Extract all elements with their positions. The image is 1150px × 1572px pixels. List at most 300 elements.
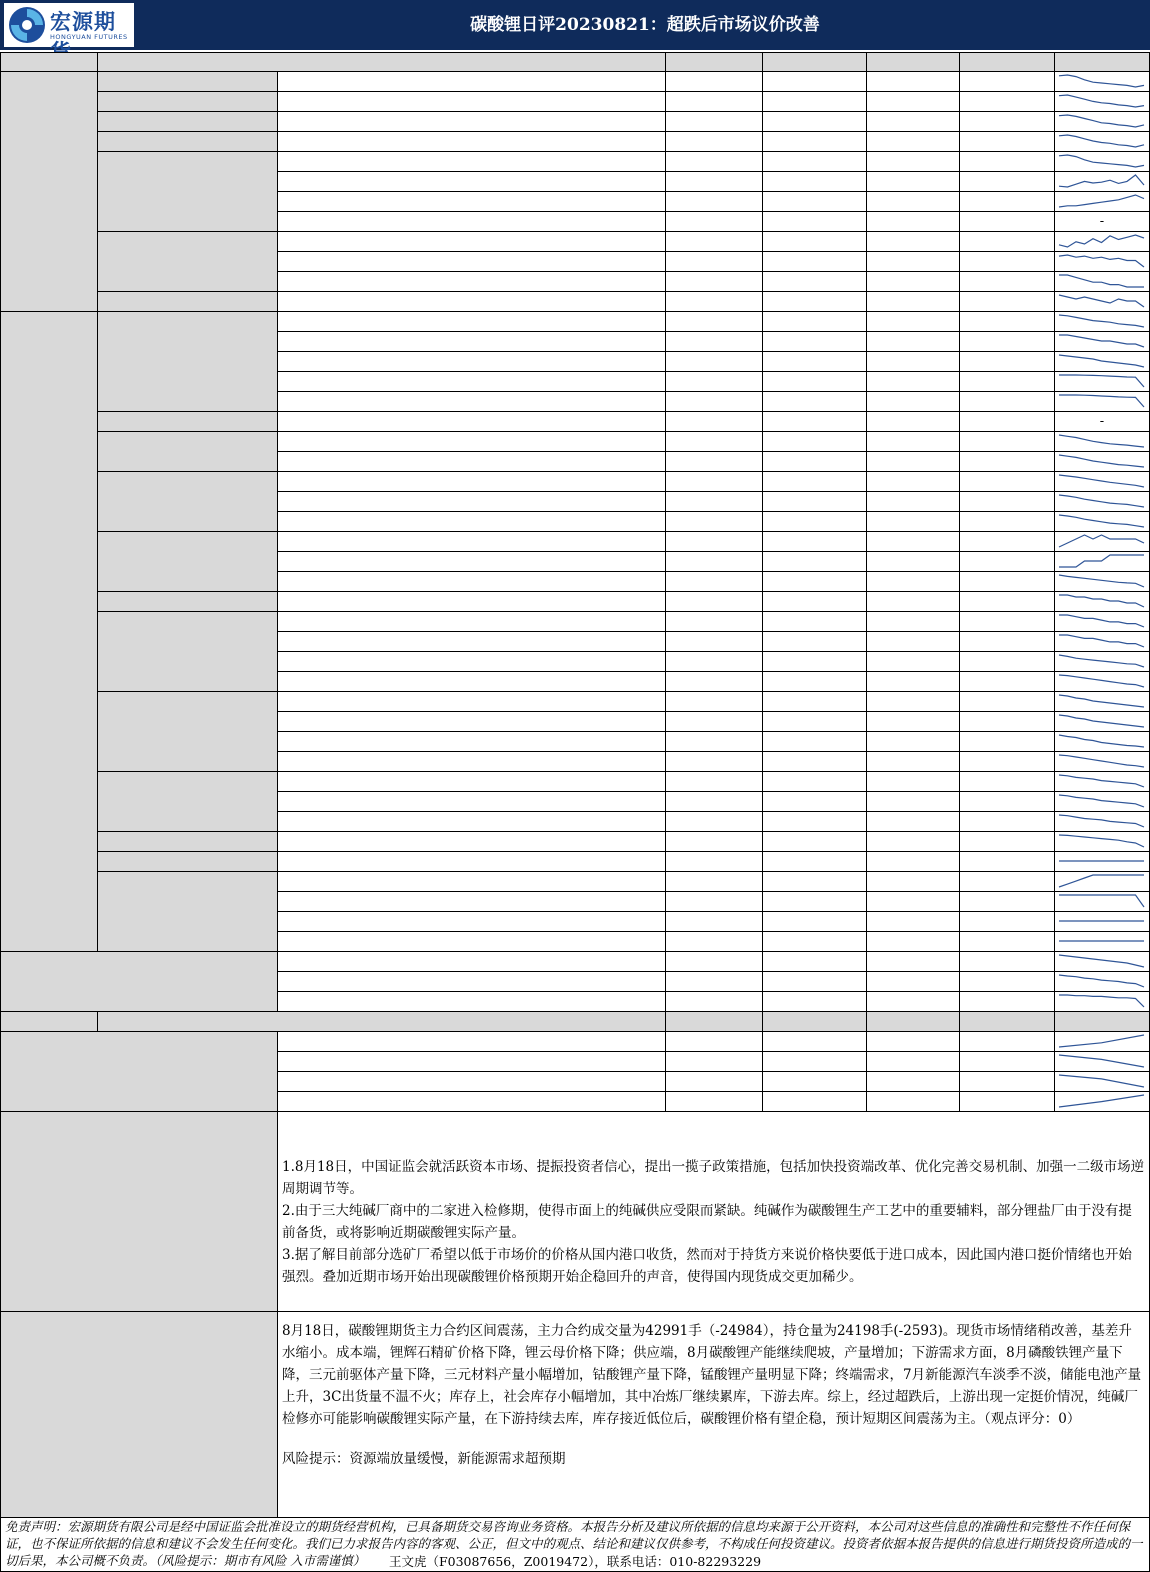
trend-sparkline (1055, 532, 1150, 552)
sub-anode (98, 852, 278, 872)
change-cell (960, 932, 1055, 952)
sparkline-svg (1055, 452, 1148, 470)
item-label (278, 752, 666, 772)
sparkline-series (1059, 1095, 1144, 1107)
sparkline-svg (1055, 972, 1148, 990)
logo-text-cn: 宏源期 (50, 10, 116, 34)
value-cell (666, 272, 763, 292)
value-cell (666, 372, 763, 392)
data-table (0, 52, 1150, 1518)
item-label (278, 492, 666, 512)
company-logo (4, 3, 134, 47)
value-cell (763, 952, 867, 972)
value-cell (666, 712, 763, 732)
header-date (867, 1012, 960, 1032)
change-cell (960, 552, 1055, 572)
trend-sparkline: - (1055, 412, 1150, 432)
value-cell (867, 152, 960, 172)
value-cell (763, 472, 867, 492)
trend-sparkline (1055, 752, 1150, 772)
value-cell (666, 732, 763, 752)
value-cell (666, 672, 763, 692)
trend-sparkline (1055, 152, 1150, 172)
value-cell (666, 172, 763, 192)
value-cell (666, 72, 763, 92)
value-cell (666, 612, 763, 632)
sparkline-svg (1055, 612, 1148, 630)
trend-sparkline (1055, 172, 1150, 192)
value-cell (666, 572, 763, 592)
sub-precursor (98, 612, 278, 692)
contract-c2 (98, 112, 278, 132)
value-cell (763, 92, 867, 112)
sparkline-series (1059, 275, 1144, 287)
sparkline-series (1059, 475, 1144, 487)
trend-sparkline (1055, 292, 1150, 312)
value-cell (867, 552, 960, 572)
item-label (278, 512, 666, 532)
value-cell (666, 772, 763, 792)
value-cell (763, 832, 867, 852)
value-cell (666, 652, 763, 672)
change-cell (960, 832, 1055, 852)
sparkline-series (1059, 495, 1144, 507)
sparkline-svg (1055, 252, 1148, 270)
change-cell (960, 352, 1055, 372)
value-cell (867, 692, 960, 712)
value-cell (666, 892, 763, 912)
value-cell (666, 872, 763, 892)
sub-ore (98, 312, 278, 412)
trend-sparkline (1055, 592, 1150, 612)
item-label (278, 412, 666, 432)
change-cell (960, 1072, 1055, 1092)
value-cell (763, 152, 867, 172)
value-cell (666, 992, 763, 1012)
sparkline-svg (1055, 652, 1148, 670)
info-text (278, 1112, 1150, 1312)
item-label (278, 212, 666, 232)
item-label (278, 772, 666, 792)
strategy-text (278, 1312, 1150, 1518)
value-cell (867, 932, 960, 952)
value-cell (666, 852, 763, 872)
value-cell (763, 232, 867, 252)
sub-electrolyte (98, 872, 278, 952)
change-cell (960, 1052, 1055, 1072)
value-cell (867, 192, 960, 212)
item-label (278, 352, 666, 372)
sparkline-svg (1055, 332, 1148, 350)
item-label (278, 112, 666, 132)
sparkline-svg (1055, 512, 1148, 530)
sparkline-series (1059, 735, 1144, 747)
value-cell (666, 972, 763, 992)
sparkline-series (1059, 95, 1144, 107)
trend-sparkline (1055, 612, 1150, 632)
trend-sparkline (1055, 852, 1150, 872)
info-paragraph: 1.8月18日，中国证监会就活跃资本市场、提振投资者信心，提出一揽子政策措施，包括加快投资端改革、优化完善交易机制、加强一二级市场逆周期调节等。 (282, 1159, 1145, 1197)
sparkline-series (1059, 775, 1144, 787)
trend-sparkline (1055, 792, 1150, 812)
value-cell (666, 592, 763, 612)
value-cell (763, 332, 867, 352)
item-label (278, 1032, 666, 1052)
header-date (867, 52, 960, 72)
value-cell (763, 1052, 867, 1072)
sparkline-series (1059, 715, 1144, 727)
item-label (278, 152, 666, 172)
value-cell (867, 872, 960, 892)
item-label (278, 732, 666, 752)
trend-sparkline (1055, 1032, 1150, 1052)
value-cell (867, 232, 960, 252)
sub-metal (98, 412, 278, 432)
sparkline-svg (1055, 672, 1148, 690)
trend-sparkline (1055, 732, 1150, 752)
sparkline-svg (1055, 692, 1148, 710)
value-cell (867, 532, 960, 552)
sparkline-svg (1055, 292, 1148, 310)
change-cell (960, 272, 1055, 292)
change-cell (960, 252, 1055, 272)
value-cell (666, 432, 763, 452)
item-label (278, 692, 666, 712)
change-cell (960, 632, 1055, 652)
change-cell (960, 612, 1055, 632)
value-cell (763, 732, 867, 752)
change-cell (960, 112, 1055, 132)
change-cell (960, 72, 1055, 92)
change-cell (960, 772, 1055, 792)
value-cell (763, 792, 867, 812)
item-label (278, 252, 666, 272)
value-cell (867, 272, 960, 292)
sparkline-series (1059, 675, 1144, 687)
value-cell (867, 1092, 960, 1112)
sub-spread (98, 532, 278, 592)
sparkline-series (1059, 635, 1144, 647)
value-cell (666, 472, 763, 492)
group-inventory (0, 1032, 278, 1112)
value-cell (763, 692, 867, 712)
trend-sparkline (1055, 92, 1150, 112)
trend-sparkline (1055, 512, 1150, 532)
value-cell (666, 112, 763, 132)
sparkline-series (1059, 435, 1144, 447)
value-cell (666, 952, 763, 972)
value-cell (763, 572, 867, 592)
change-cell (960, 732, 1055, 752)
value-cell (867, 892, 960, 912)
value-cell (867, 392, 960, 412)
value-cell (867, 912, 960, 932)
trend-sparkline (1055, 252, 1150, 272)
item-label (278, 292, 666, 312)
trend-sparkline (1055, 272, 1150, 292)
value-cell (867, 212, 960, 232)
sparkline-svg (1055, 112, 1148, 130)
sparkline-svg (1055, 372, 1148, 390)
value-cell (763, 512, 867, 532)
sparkline-svg (1055, 1052, 1148, 1070)
sparkline-svg (1055, 792, 1148, 810)
sparkline-svg (1055, 952, 1148, 970)
trend-sparkline (1055, 572, 1150, 592)
value-cell (867, 812, 960, 832)
trend-sparkline (1055, 892, 1150, 912)
value-cell (666, 392, 763, 412)
value-cell (763, 892, 867, 912)
value-cell (763, 932, 867, 952)
sparkline-svg (1055, 272, 1148, 290)
value-cell (763, 1072, 867, 1092)
trend-sparkline (1055, 432, 1150, 452)
item-label (278, 432, 666, 452)
change-cell (960, 152, 1055, 172)
value-cell (666, 512, 763, 532)
sparkline-svg (1055, 712, 1148, 730)
trend-sparkline (1055, 912, 1150, 932)
sparkline-svg (1055, 992, 1148, 1010)
value-cell (867, 132, 960, 152)
change-cell (960, 512, 1055, 532)
change-cell (960, 412, 1055, 432)
sparkline-series (1059, 75, 1144, 87)
change-cell (960, 672, 1055, 692)
item-label (278, 612, 666, 632)
header-corner (0, 52, 98, 72)
change-cell (960, 292, 1055, 312)
group-strategy (0, 1312, 278, 1518)
value-cell (763, 992, 867, 1012)
header-change (960, 52, 1055, 72)
sparkline-series (1059, 995, 1144, 1007)
value-cell (763, 312, 867, 332)
value-cell (666, 252, 763, 272)
trend-sparkline (1055, 552, 1150, 572)
value-cell (867, 772, 960, 792)
value-cell (763, 872, 867, 892)
item-label (278, 532, 666, 552)
change-cell (960, 232, 1055, 252)
value-cell (763, 132, 867, 152)
value-cell (666, 932, 763, 952)
change-cell (960, 332, 1055, 352)
change-cell (960, 892, 1055, 912)
trend-sparkline (1055, 112, 1150, 132)
value-cell (867, 472, 960, 492)
value-cell (867, 352, 960, 372)
value-cell (666, 792, 763, 812)
value-cell (763, 112, 867, 132)
sparkline-series (1059, 1075, 1144, 1087)
item-label (278, 272, 666, 292)
value-cell (666, 292, 763, 312)
trend-sparkline: - (1055, 212, 1150, 232)
sparkline-svg (1055, 472, 1148, 490)
sparkline-svg (1055, 232, 1148, 250)
report-header (0, 0, 1150, 50)
sparkline-svg (1055, 132, 1148, 150)
change-cell (960, 652, 1055, 672)
sparkline-svg (1055, 352, 1148, 370)
value-cell (867, 652, 960, 672)
sparkline-series (1059, 595, 1144, 607)
trend-sparkline (1055, 392, 1150, 412)
change-cell (960, 692, 1055, 712)
group-spot (0, 312, 98, 952)
item-label (278, 812, 666, 832)
value-cell (763, 212, 867, 232)
value-cell (666, 492, 763, 512)
sparkline-svg (1055, 532, 1148, 550)
value-cell (867, 972, 960, 992)
value-cell (763, 272, 867, 292)
value-cell (763, 72, 867, 92)
change-cell (960, 712, 1055, 732)
sparkline-series (1059, 615, 1144, 627)
value-cell (763, 492, 867, 512)
trend-sparkline (1055, 652, 1150, 672)
header-trend (1055, 52, 1150, 72)
value-cell (763, 632, 867, 652)
sparkline-series (1059, 135, 1144, 147)
trend-sparkline (1055, 192, 1150, 212)
trend-sparkline (1055, 952, 1150, 972)
value-cell (867, 612, 960, 632)
item-label (278, 652, 666, 672)
sparkline-series (1059, 975, 1144, 987)
value-cell (666, 1092, 763, 1112)
item-label (278, 872, 666, 892)
header-date-label (278, 52, 666, 72)
value-cell (867, 792, 960, 812)
header-date-label (278, 1012, 666, 1032)
item-label (278, 952, 666, 972)
value-cell (666, 1052, 763, 1072)
change-cell (960, 852, 1055, 872)
value-cell (867, 412, 960, 432)
value-cell (666, 212, 763, 232)
sparkline-series (1059, 395, 1144, 407)
trend-sparkline (1055, 332, 1150, 352)
item-label (278, 72, 666, 92)
value-cell (867, 572, 960, 592)
value-cell (867, 1052, 960, 1072)
item-label (278, 472, 666, 492)
value-cell (666, 1032, 763, 1052)
change-cell (960, 392, 1055, 412)
value-cell (763, 392, 867, 412)
sparkline-series (1059, 835, 1144, 847)
header-corner (0, 1012, 98, 1032)
header-date (666, 52, 763, 72)
sparkline-svg (1055, 1072, 1148, 1090)
value-cell (763, 972, 867, 992)
value-cell (763, 912, 867, 932)
futures-basis (98, 292, 278, 312)
change-cell (960, 812, 1055, 832)
change-cell (960, 912, 1055, 932)
header-trend (1055, 1012, 1150, 1032)
item-label (278, 832, 666, 852)
item-label (278, 632, 666, 652)
sparkline-svg (1055, 872, 1148, 890)
value-cell (763, 372, 867, 392)
sparkline-series (1059, 795, 1144, 807)
value-cell (763, 812, 867, 832)
header-date (763, 1012, 867, 1032)
item-label (278, 192, 666, 212)
trend-sparkline (1055, 692, 1150, 712)
change-cell (960, 1032, 1055, 1052)
change-cell (960, 312, 1055, 332)
info-paragraph: 2.由于三大纯碱厂商中的二家进入检修期，使得市面上的纯碱供应受限而紧缺。纯碱作为碳酸锂生产工艺中的重要辅料，部分锂盐厂由于没有提前备货，或将影响近期碳酸锂实际产量。 (282, 1203, 1132, 1241)
value-cell (763, 672, 867, 692)
sparkline-svg (1055, 572, 1148, 590)
sub-carbonate (98, 432, 278, 472)
change-cell (960, 132, 1055, 152)
trend-sparkline (1055, 812, 1150, 832)
value-cell (763, 432, 867, 452)
value-cell (867, 372, 960, 392)
trend-sparkline (1055, 232, 1150, 252)
item-label (278, 232, 666, 252)
item-label (278, 372, 666, 392)
value-cell (763, 772, 867, 792)
item-label (278, 392, 666, 412)
change-cell (960, 1092, 1055, 1112)
sparkline-series (1059, 555, 1144, 567)
item-label (278, 712, 666, 732)
trend-sparkline (1055, 72, 1150, 92)
value-cell (666, 752, 763, 772)
sparkline-svg (1055, 752, 1148, 770)
item-label (278, 892, 666, 912)
sparkline-svg (1055, 72, 1148, 90)
change-cell (960, 872, 1055, 892)
value-cell (666, 192, 763, 212)
change-cell (960, 752, 1055, 772)
item-label (278, 1072, 666, 1092)
report-title: 碳酸锂日评20230821：超跌后市场议价改善 (470, 15, 820, 35)
item-label (278, 1092, 666, 1112)
sparkline-svg (1055, 632, 1148, 650)
trend-sparkline (1055, 932, 1150, 952)
sparkline-svg (1055, 172, 1148, 190)
change-cell (960, 472, 1055, 492)
item-label (278, 312, 666, 332)
sparkline-svg (1055, 912, 1148, 930)
change-cell (960, 452, 1055, 472)
value-cell (867, 312, 960, 332)
sparkline-series (1059, 875, 1144, 887)
change-cell (960, 952, 1055, 972)
value-cell (666, 412, 763, 432)
logo-mark-icon (7, 5, 47, 45)
sparkline-svg (1055, 392, 1148, 410)
value-cell (763, 752, 867, 772)
value-cell (867, 832, 960, 852)
sparkline-series (1059, 315, 1144, 327)
sparkline-series (1059, 575, 1144, 587)
value-cell (867, 752, 960, 772)
value-cell (666, 1072, 763, 1092)
trend-sparkline (1055, 1052, 1150, 1072)
value-cell (666, 912, 763, 932)
value-cell (867, 72, 960, 92)
